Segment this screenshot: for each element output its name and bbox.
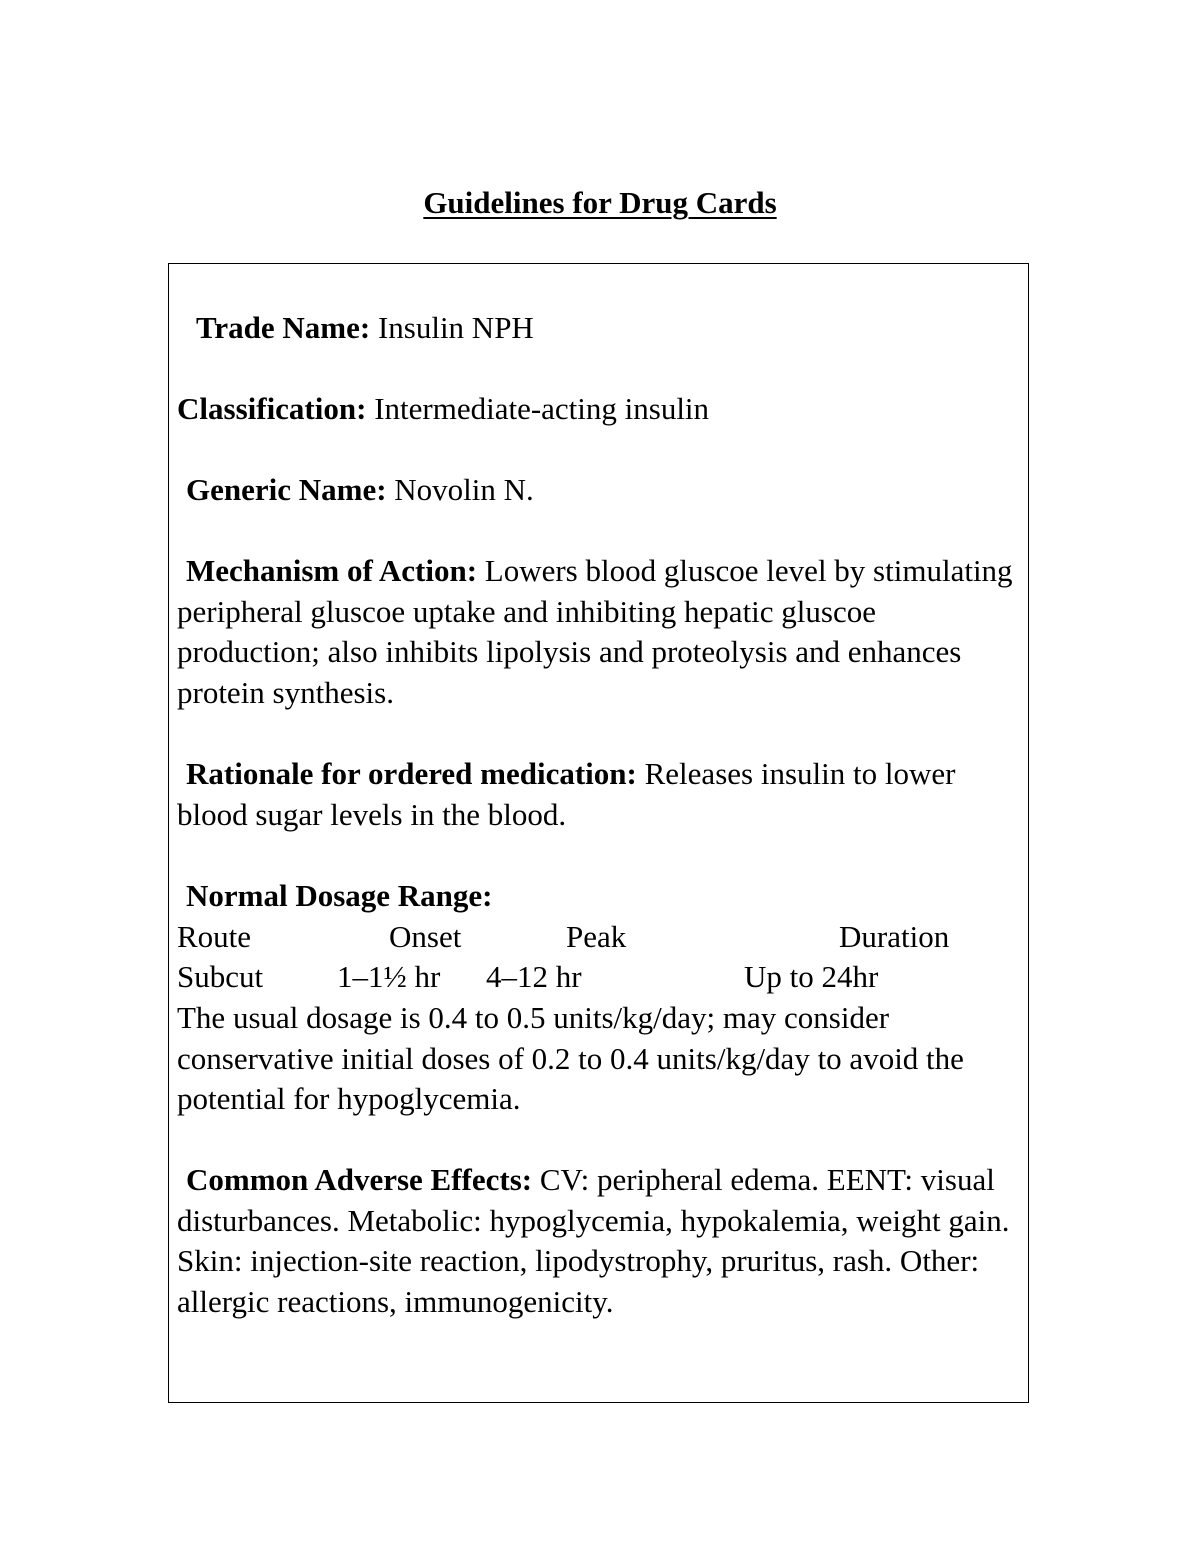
mechanism-field	[177, 551, 1025, 713]
rationale-field	[177, 754, 997, 835]
page-title: Guidelines for Drug Cards	[423, 185, 777, 220]
classification-field	[177, 389, 1027, 430]
generic-name-value: Novolin N.	[386, 472, 534, 507]
dosage-header-duration: Duration	[839, 919, 950, 954]
drug-card	[168, 263, 1029, 1403]
rationale-label: Rationale for ordered medication:	[186, 756, 637, 791]
dosage-data-row	[177, 957, 1027, 997]
dosage-header-onset: Onset	[389, 919, 462, 954]
trade-name-field	[177, 308, 1046, 349]
dosage-header-peak: Peak	[566, 919, 627, 954]
dosage-header-row	[177, 917, 1027, 957]
dosage-field	[177, 876, 1036, 917]
classification-label: Classification:	[177, 391, 367, 426]
adverse-effects-label: Common Adverse Effects:	[186, 1162, 533, 1197]
generic-name-label: Generic Name:	[186, 472, 387, 507]
trade-name-label: Trade Name:	[196, 310, 371, 345]
dosage-row-onset: 1–1½ hr	[337, 959, 441, 994]
mechanism-value: Lowers blood gluscoe level by stimulating peripheral gluscoe uptake and inhibiting hepatic gluscoe production; also inhibits lipolysis and proteolysis and enhances protein synthesis.	[177, 553, 1013, 710]
dosage-label: Normal Dosage Range:	[186, 878, 493, 913]
dosage-header-route: Route	[177, 919, 252, 954]
rationale-value: Releases insulin to lower blood sugar levels in the blood.	[177, 756, 956, 832]
adverse-effects-value: CV: peripheral edema. EENT: visual disturbances. Metabolic: hypoglycemia, hypokalemia, weight gain. Skin: injection-site reaction, lipodystrophy, pruritus, rash. Other: allergic reactions, immunogenicity.	[177, 1162, 1010, 1319]
classification-value: Intermediate-acting insulin	[366, 391, 710, 426]
dosage-row-duration: Up to 24hr	[744, 959, 879, 994]
generic-name-field	[177, 470, 1036, 511]
trade-name-value: Insulin NPH	[370, 310, 534, 345]
dosage-row-route: Subcut	[177, 959, 264, 994]
mechanism-label: Mechanism of Action:	[186, 553, 478, 588]
dosage-note: The usual dosage is 0.4 to 0.5 units/kg/day; may consider conservative initial doses of 0.2 to 0.4 units/kg/day to avoid the potential for hypoglycemia.	[177, 1000, 964, 1116]
adverse-effects-field	[177, 1160, 1025, 1322]
dosage-row-peak: 4–12 hr	[486, 959, 582, 994]
